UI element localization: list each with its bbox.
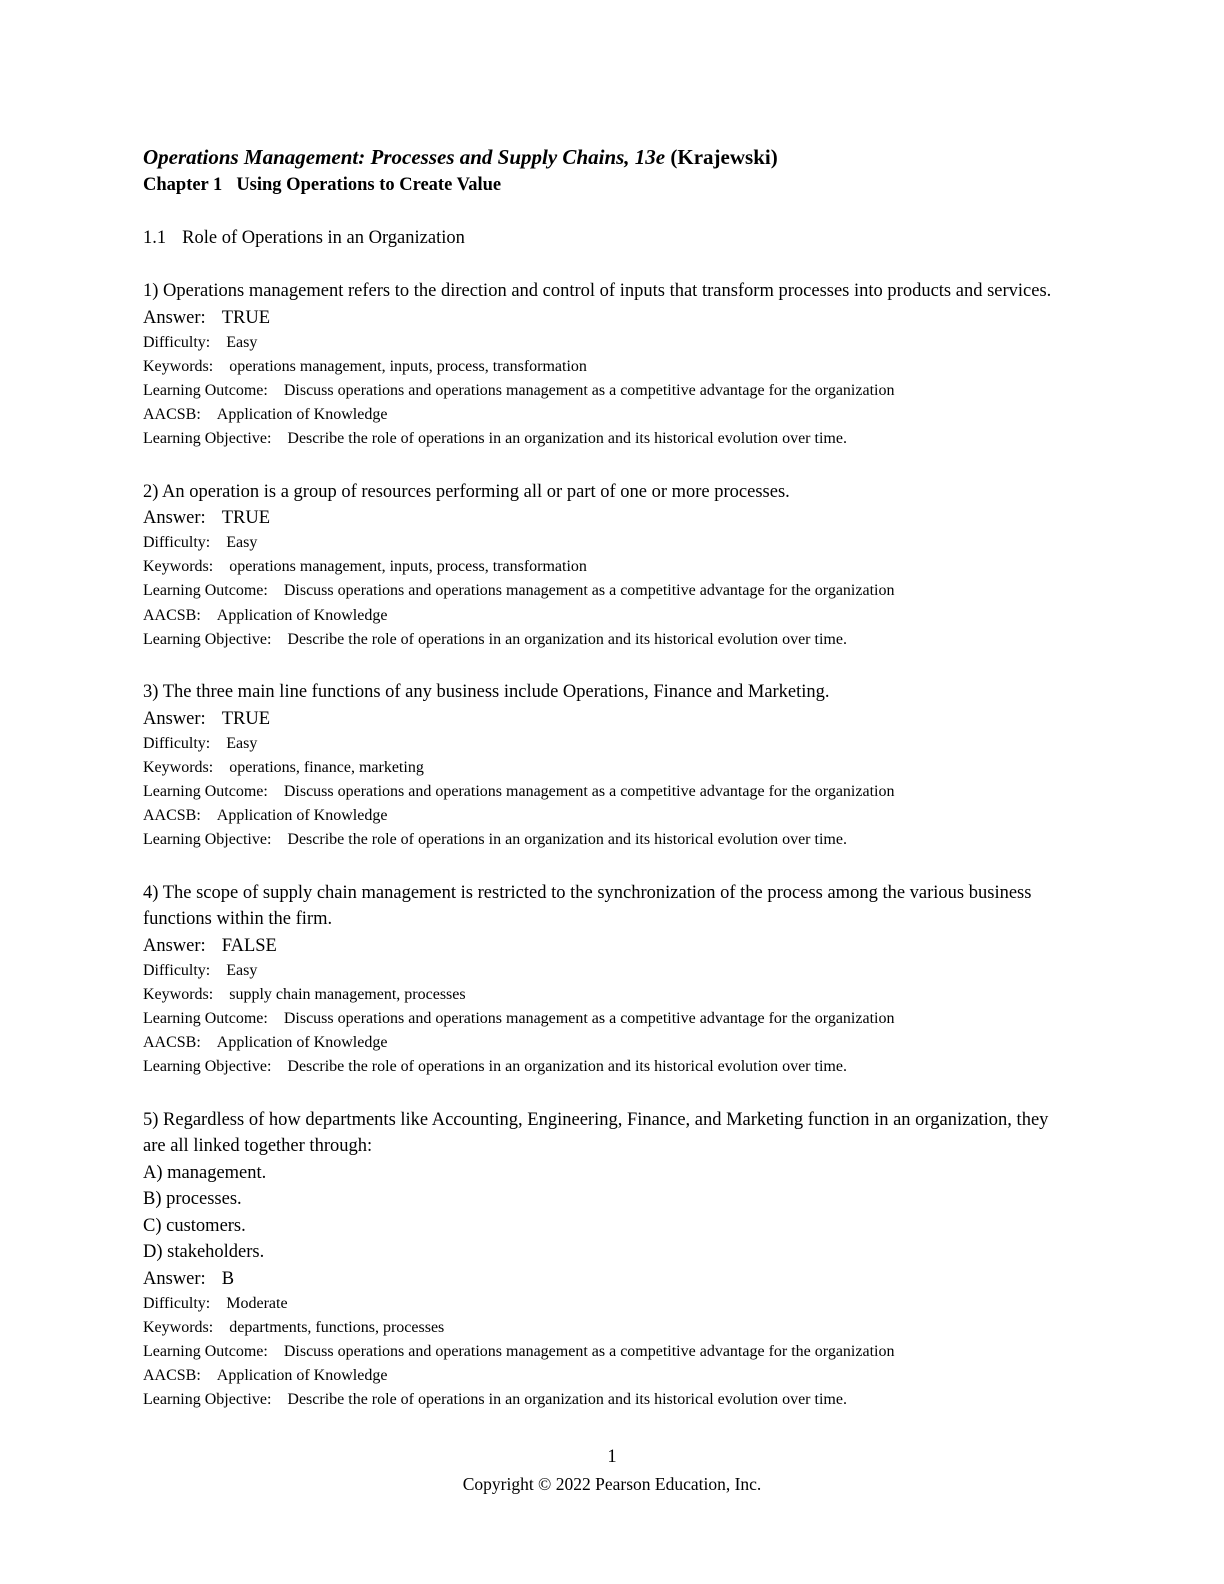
question-text: 3) The three main line functions of any business include Operations, Finance and Marketing. [143, 682, 830, 703]
learning-objective-label: Learning Objective: [143, 831, 272, 849]
question-text: 2) An operation is a group of resources performing all or part of one or more processes. [143, 481, 790, 502]
difficulty-value: Easy [226, 961, 258, 979]
learning-outcome-label: Learning Outcome: [143, 1342, 268, 1360]
keywords-label: Keywords: [143, 758, 214, 776]
learning-objective-value: Describe the role of operations in an organization and its historical evolution over time. [287, 1391, 847, 1409]
aacsb-value: Application of Knowledge [216, 606, 388, 624]
aacsb-line [143, 604, 1083, 628]
aacsb-line [143, 804, 1083, 828]
difficulty-line [143, 1292, 1083, 1316]
answer-label: Answer: [143, 708, 206, 729]
section-number: 1.1 [143, 228, 167, 248]
book-author: (Krajewski) [670, 145, 778, 169]
learning-objective-line [143, 1388, 1083, 1412]
learning-objective-line [143, 628, 1083, 652]
answer-line [143, 1266, 1083, 1292]
difficulty-line [143, 331, 1083, 355]
learning-objective-label: Learning Objective: [143, 1058, 272, 1076]
option-a: A) management. [143, 1162, 267, 1183]
learning-objective-label: Learning Objective: [143, 430, 272, 448]
keywords-line [143, 756, 1083, 780]
learning-outcome-value: Discuss operations and operations management as a competitive advantage for the organization [283, 782, 895, 800]
learning-outcome-line [143, 379, 1083, 403]
keywords-value: operations, finance, marketing [229, 758, 424, 776]
option-c: C) customers. [143, 1215, 246, 1236]
keywords-line [143, 555, 1083, 579]
learning-outcome-line [143, 1340, 1083, 1364]
difficulty-line [143, 959, 1083, 983]
answer-value: B [221, 1268, 235, 1289]
aacsb-label: AACSB: [143, 406, 201, 424]
keywords-value: operations management, inputs, process, transformation [229, 558, 587, 576]
difficulty-line [143, 732, 1083, 756]
section-heading [143, 225, 1083, 251]
aacsb-line [143, 403, 1083, 427]
aacsb-label: AACSB: [143, 1367, 201, 1385]
difficulty-value: Easy [226, 333, 258, 351]
answer-line [143, 933, 1083, 959]
difficulty-label: Difficulty: [143, 333, 211, 351]
aacsb-line [143, 1031, 1083, 1055]
learning-outcome-label: Learning Outcome: [143, 381, 268, 399]
difficulty-label: Difficulty: [143, 961, 211, 979]
question-item [143, 479, 1083, 653]
option-d: D) stakeholders. [143, 1242, 265, 1263]
aacsb-value: Application of Knowledge [216, 406, 388, 424]
aacsb-value: Application of Knowledge [216, 1367, 388, 1385]
answer-value: TRUE [221, 508, 270, 529]
question-item [143, 1107, 1083, 1413]
aacsb-value: Application of Knowledge [216, 807, 388, 825]
learning-objective-value: Describe the role of operations in an organization and its historical evolution over time. [287, 831, 847, 849]
answer-line [143, 706, 1083, 732]
keywords-line [143, 1316, 1083, 1340]
difficulty-value: Moderate [226, 1294, 288, 1312]
question-text: 5) Regardless of how departments like Accounting, Engineering, Finance, and Marketing function in an organization, they are all linked together through: [143, 1109, 1049, 1157]
keywords-label: Keywords: [143, 985, 214, 1003]
answer-line [143, 305, 1083, 331]
document-page [143, 142, 1083, 1413]
learning-outcome-value: Discuss operations and operations management as a competitive advantage for the organization [283, 1009, 895, 1027]
difficulty-value: Easy [226, 734, 258, 752]
answer-label: Answer: [143, 508, 206, 529]
aacsb-line [143, 1364, 1083, 1388]
aacsb-value: Application of Knowledge [216, 1034, 388, 1052]
chapter-title: Using Operations to Create Value [236, 175, 502, 195]
answer-label: Answer: [143, 307, 206, 328]
aacsb-label: AACSB: [143, 606, 201, 624]
keywords-line [143, 355, 1083, 379]
difficulty-label: Difficulty: [143, 1294, 211, 1312]
learning-outcome-line [143, 1007, 1083, 1031]
keywords-line [143, 983, 1083, 1007]
difficulty-label: Difficulty: [143, 534, 211, 552]
learning-objective-line [143, 828, 1083, 852]
aacsb-label: AACSB: [143, 1034, 201, 1052]
answer-label: Answer: [143, 935, 206, 956]
question-item [143, 278, 1083, 452]
learning-objective-value: Describe the role of operations in an organization and its historical evolution over time. [287, 430, 847, 448]
book-title: Operations Management: Processes and Supply Chains, 13e [143, 145, 666, 169]
learning-outcome-value: Discuss operations and operations management as a competitive advantage for the organization [283, 582, 895, 600]
chapter-heading [143, 172, 1083, 198]
learning-outcome-value: Discuss operations and operations management as a competitive advantage for the organization [283, 381, 895, 399]
keywords-value: operations management, inputs, process, transformation [229, 357, 587, 375]
difficulty-value: Easy [226, 534, 258, 552]
learning-outcome-line [143, 780, 1083, 804]
question-text: 4) The scope of supply chain management is restricted to the synchronization of the process among the various business functions within the firm. [143, 882, 1032, 930]
learning-outcome-label: Learning Outcome: [143, 582, 268, 600]
difficulty-line [143, 531, 1083, 555]
keywords-label: Keywords: [143, 357, 214, 375]
section-title: Role of Operations in an Organization [182, 228, 465, 248]
option-b: B) processes. [143, 1189, 242, 1210]
learning-objective-line [143, 1055, 1083, 1079]
answer-line [143, 505, 1083, 531]
keywords-value: supply chain management, processes [229, 985, 466, 1003]
question-text: 1) Operations management refers to the direction and control of inputs that transform processes into products and services. [143, 281, 1052, 301]
answer-label: Answer: [143, 1268, 206, 1289]
learning-objective-label: Learning Objective: [143, 1391, 272, 1409]
keywords-label: Keywords: [143, 1318, 214, 1336]
question-item [143, 679, 1083, 853]
answer-value: TRUE [221, 708, 270, 729]
answer-value: TRUE [221, 307, 270, 328]
keywords-value: departments, functions, processes [229, 1318, 445, 1336]
aacsb-label: AACSB: [143, 807, 201, 825]
learning-outcome-label: Learning Outcome: [143, 782, 268, 800]
learning-objective-label: Learning Objective: [143, 630, 272, 648]
answer-value: FALSE [221, 935, 277, 956]
difficulty-label: Difficulty: [143, 734, 211, 752]
chapter-label: Chapter 1 [143, 175, 223, 195]
learning-objective-line [143, 427, 1083, 451]
question-item [143, 880, 1083, 1080]
learning-objective-value: Describe the role of operations in an organization and its historical evolution over time. [287, 630, 847, 648]
learning-outcome-line [143, 579, 1083, 603]
copyright-notice: Copyright © 2022 Pearson Education, Inc. [462, 1474, 762, 1494]
document-title [143, 142, 1083, 172]
learning-outcome-value: Discuss operations and operations management as a competitive advantage for the organization [283, 1342, 895, 1360]
page-number: 1 [607, 1447, 617, 1467]
learning-objective-value: Describe the role of operations in an organization and its historical evolution over time. [287, 1058, 847, 1076]
keywords-label: Keywords: [143, 558, 214, 576]
learning-outcome-label: Learning Outcome: [143, 1009, 268, 1027]
